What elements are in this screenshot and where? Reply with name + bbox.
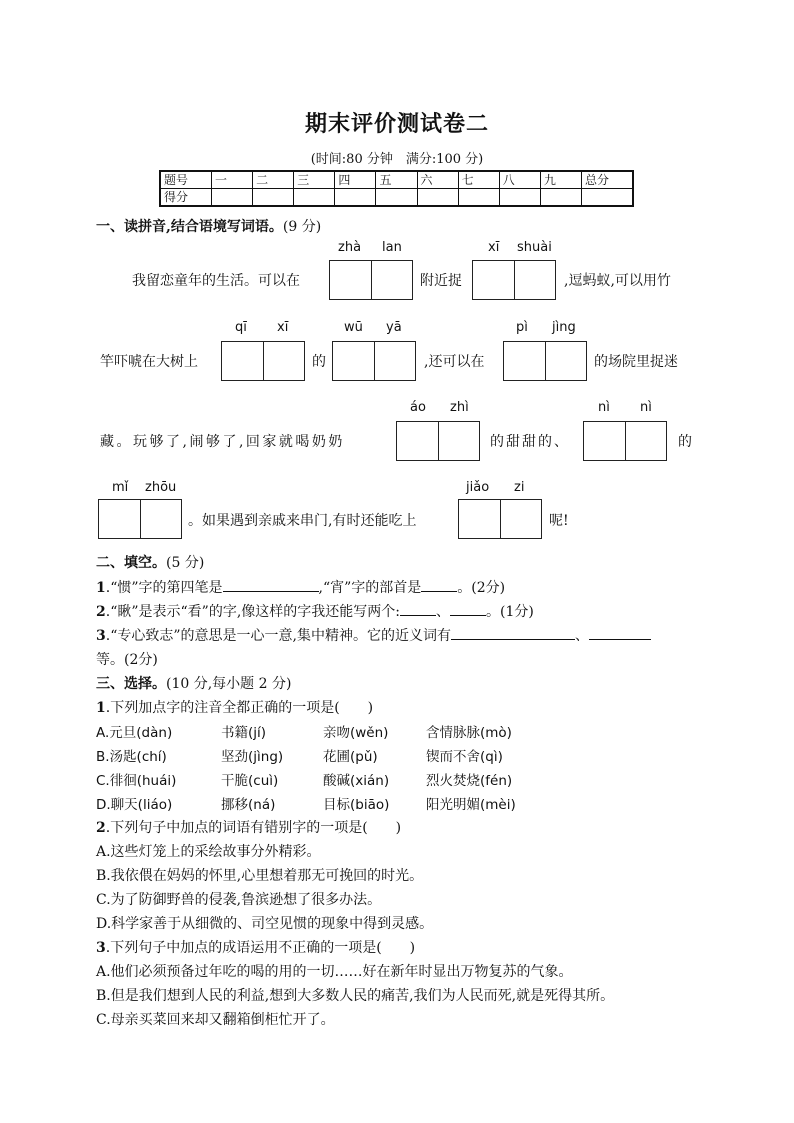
score-cell[interactable] [212, 189, 253, 207]
option-item[interactable]: A.这些灯笼上的采绘故事分外精彩。 [96, 844, 321, 860]
passage-text: 竿吓唬在大树上 [100, 354, 198, 370]
option-item: 锲而不舍(qì) [426, 749, 503, 765]
table-cell: 五 [376, 171, 417, 189]
option-item[interactable]: C.母亲买菜回来却又翻箱倒柜忙开了。 [96, 1012, 335, 1028]
answer-box-wuya[interactable] [332, 341, 416, 381]
option-item: 目标(biāo) [323, 797, 390, 813]
fill-blank[interactable] [450, 601, 486, 616]
page-title: 期末评价测试卷二 [304, 111, 489, 137]
passage-text: ,逗蚂蚁,可以用竹 [564, 273, 671, 289]
answer-box-pijing[interactable] [503, 341, 587, 381]
table-cell: 三 [294, 171, 335, 189]
option-item[interactable]: B.但是我们想到人民的利益,想到大多数人民的痛苦,我们为人民而死,就是死得其所。 [96, 988, 615, 1004]
option-item[interactable]: C.徘徊(huái) [96, 773, 177, 789]
table-row [160, 189, 633, 207]
section-title: 三、选择。 [96, 676, 166, 692]
question-3: 3.“专心致志”的意思是一心一意,集中精神。它的近义词有 、 [96, 625, 651, 645]
passage-text: 附近捉 [420, 273, 462, 289]
passage-text: 的甜甜的、 [490, 434, 570, 450]
table-row [160, 171, 633, 189]
score-cell[interactable] [335, 189, 376, 207]
option-item: 书籍(jí) [221, 725, 267, 741]
option-item: 坚劲(jìng) [221, 749, 284, 765]
pinyin-label: xī [488, 240, 500, 255]
score-cell[interactable] [582, 189, 634, 207]
score-cell[interactable] [376, 189, 417, 207]
fill-blank[interactable] [589, 625, 651, 640]
option-item[interactable]: A.元旦(dàn) [96, 725, 173, 741]
option-item[interactable]: C.为了防御野兽的侵袭,鲁滨逊想了很多办法。 [96, 892, 382, 908]
table-cell: 六 [417, 171, 458, 189]
table-cell: 二 [253, 171, 294, 189]
answer-box-xishuai[interactable] [472, 260, 556, 300]
pinyin-label: zhà [338, 240, 362, 255]
pinyin-label: zi [514, 480, 525, 495]
score-cell[interactable] [540, 189, 581, 207]
pinyin-label: pì [516, 320, 528, 335]
option-item: 花圃(pǔ) [323, 749, 378, 765]
section-points: (10 分,每小题 2 分) [166, 676, 292, 692]
passage-text: 的 [312, 354, 326, 370]
option-item[interactable]: B.我依偎在妈妈的怀里,心里想着那无可挽回的时光。 [96, 868, 424, 884]
score-cell[interactable] [458, 189, 499, 207]
table-cell: 得分 [160, 189, 212, 207]
passage-text: 藏。玩够了,闹够了,回家就喝奶奶 [100, 434, 345, 450]
pinyin-label: nì [640, 400, 652, 415]
question-stem: 2.下列句子中加点的词语有错别字的一项是( ) [96, 820, 402, 836]
option-item: 挪移(ná) [221, 797, 276, 813]
option-item: 干脆(cuì) [221, 773, 279, 789]
pinyin-label: áo [410, 400, 426, 415]
score-cell[interactable] [417, 189, 458, 207]
answer-box-aozhi[interactable] [396, 421, 480, 461]
table-cell: 九 [540, 171, 581, 189]
fill-blank[interactable] [451, 625, 575, 640]
passage-text: 我留恋童年的生活。可以在 [132, 273, 300, 289]
answer-box-zhalan[interactable] [329, 260, 413, 300]
question-1: 1.“惯”字的第四笔是 ,“宵”字的部首是 。(2分) [96, 577, 505, 597]
option-item[interactable]: D.科学家善于从细微的、司空见惯的现象中得到灵感。 [96, 916, 434, 932]
option-item: 酸碱(xián) [323, 773, 390, 789]
table-cell: 总分 [582, 171, 634, 189]
table-cell: 七 [458, 171, 499, 189]
score-cell[interactable] [294, 189, 335, 207]
section-points: (5 分) [166, 555, 205, 571]
answer-box-qixi[interactable] [221, 341, 305, 381]
answer-box-jiaozi[interactable] [458, 499, 542, 539]
pinyin-label: xī [277, 320, 289, 335]
pinyin-label: mǐ [112, 480, 129, 495]
pinyin-label: yā [386, 320, 402, 335]
table-cell: 题号 [160, 171, 212, 189]
fill-blank[interactable] [223, 577, 319, 592]
score-cell[interactable] [253, 189, 294, 207]
option-item: 含情脉脉(mò) [426, 725, 512, 741]
pinyin-label: shuài [517, 240, 552, 255]
table-cell: 四 [335, 171, 376, 189]
passage-text: 。如果遇到亲戚来串门,有时还能吃上 [188, 513, 417, 529]
pinyin-label: nì [598, 400, 610, 415]
exam-info: (时间:80 分钟 满分:100 分) [310, 152, 484, 167]
fill-blank[interactable] [421, 577, 457, 592]
passage-text: 呢! [549, 513, 569, 529]
pinyin-label: qī [235, 320, 247, 335]
section-heading [96, 552, 204, 572]
question-stem: 1.下列加点字的注音全都正确的一项是( ) [96, 700, 374, 716]
option-item: 阳光明媚(mèi) [426, 797, 516, 813]
table-cell: 八 [499, 171, 540, 189]
option-item[interactable]: D.聊天(liáo) [96, 797, 173, 813]
section-heading [96, 673, 291, 693]
answer-box-nini[interactable] [583, 421, 667, 461]
score-cell[interactable] [499, 189, 540, 207]
score-table [159, 170, 634, 207]
pinyin-label: lan [382, 240, 402, 255]
question-3-end: 等。(2分) [96, 652, 158, 668]
passage-text: 的场院里捉迷 [594, 354, 678, 370]
option-item: 烈火焚烧(fén) [426, 773, 513, 789]
option-item[interactable]: B.汤匙(chí) [96, 749, 167, 765]
answer-box-mizhou[interactable] [98, 499, 182, 539]
section-points: (9 分) [282, 219, 322, 235]
option-item: 亲吻(wěn) [323, 725, 389, 741]
pinyin-label: jiǎo [466, 480, 490, 495]
section-heading [96, 216, 321, 236]
pinyin-label: zhōu [145, 480, 177, 495]
pinyin-label: jìng [552, 320, 576, 335]
pinyin-label: wū [344, 320, 363, 335]
question-2: 2.“瞅”是表示“看”的字,像这样的字我还能写两个: 、 。(1分) [96, 601, 534, 621]
section-title: 一、读拼音,结合语境写词语。 [96, 219, 283, 235]
passage-text: ,还可以在 [424, 354, 485, 370]
passage-text: 的 [678, 434, 692, 450]
section-title: 二、填空。 [96, 555, 166, 571]
table-cell: 一 [212, 171, 253, 189]
pinyin-label: zhì [450, 400, 469, 415]
fill-blank[interactable] [400, 601, 436, 616]
option-item[interactable]: A.他们必须预备过年吃的喝的用的一切……好在新年时显出万物复苏的气象。 [96, 964, 573, 980]
question-stem: 3.下列句子中加点的成语运用不正确的一项是( ) [96, 940, 416, 956]
